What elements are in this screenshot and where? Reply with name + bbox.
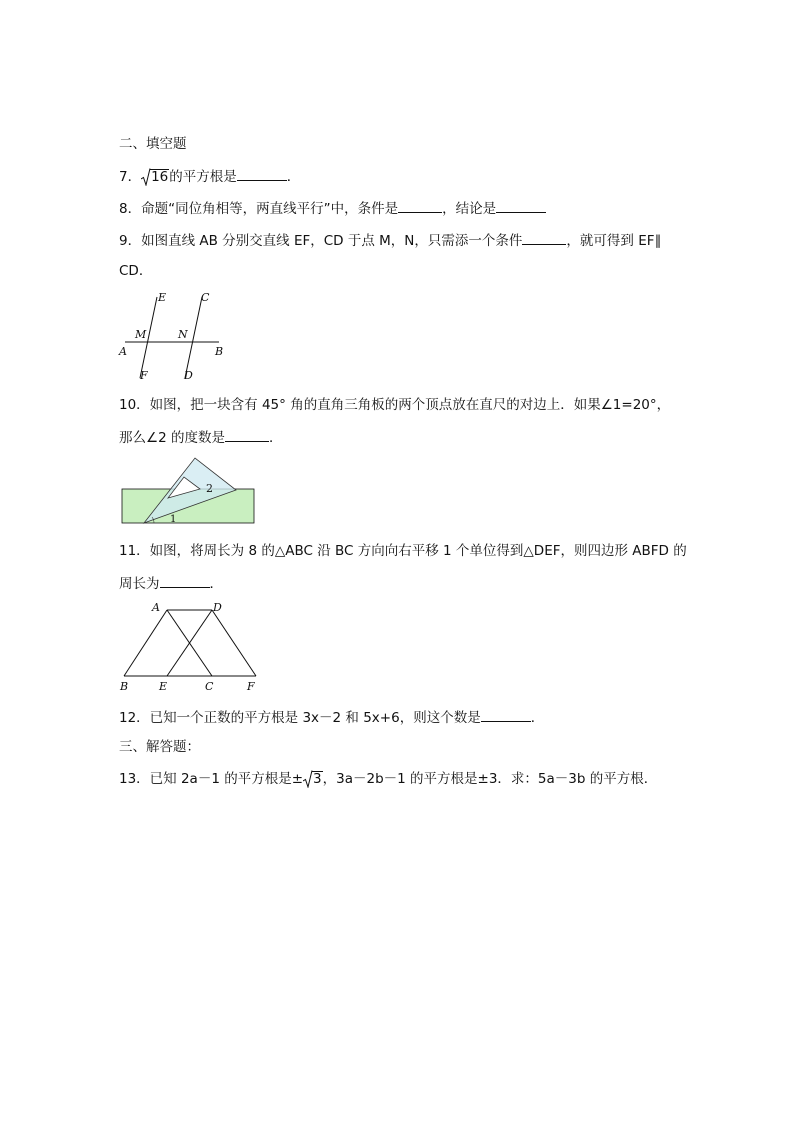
q13-pre: 13．已知 2a－1 的平方根是± xyxy=(119,771,304,787)
q13-radicand: 3 xyxy=(313,771,322,787)
label-e: E xyxy=(159,680,168,693)
label-d: D xyxy=(213,601,222,614)
angle-1-label: 1 xyxy=(170,514,177,525)
q7-end: ． xyxy=(286,169,301,185)
label-c: C xyxy=(201,291,210,304)
question-12 xyxy=(119,707,544,727)
q8-text2: ，结论是 xyxy=(442,201,497,217)
q7-text: 的平方根是 xyxy=(169,169,237,185)
question-11-line1: 11．如图，将周长为 8 的△ABC 沿 BC 方向向右平移 1 个单位得到△DEF，则四边形 ABFD 的 xyxy=(119,543,687,559)
q9-text: 9．如图直线 AB 分别交直线 EF，CD 于点 M，N，只需添一个条件 xyxy=(119,233,523,249)
q10-blank xyxy=(225,427,269,442)
section3-title: 三、解答题： xyxy=(119,739,200,755)
label-m: M xyxy=(135,328,147,341)
radical-sign-icon xyxy=(303,770,313,788)
q12-text: 12．已知一个正数的平方根是 3x－2 和 5x+6，则这个数是 xyxy=(119,710,481,726)
q11-text: 周长为 xyxy=(119,576,160,592)
question-10-line2 xyxy=(119,427,282,447)
label-a: A xyxy=(152,601,160,614)
sqrt-3 xyxy=(303,770,323,788)
q12-blank xyxy=(481,707,531,722)
q13-post: ，3a－2b－1 的平方根是±3．求：5a－3b 的平方根． xyxy=(322,771,658,787)
question-11-line2 xyxy=(119,573,223,593)
question-7 xyxy=(119,166,300,186)
angle-2-label: 2 xyxy=(206,482,213,495)
q11-end: ． xyxy=(209,576,223,592)
label-a: A xyxy=(119,345,127,358)
question-9-line2: CD． xyxy=(119,263,153,279)
q7-blank xyxy=(237,166,287,181)
q11-blank xyxy=(160,573,210,588)
q12-end: ． xyxy=(530,710,545,726)
question-9-line1 xyxy=(119,230,661,250)
radical-sign-icon xyxy=(141,168,151,186)
label-e: E xyxy=(158,291,167,304)
q10-text: 那么∠2 的度数是 xyxy=(119,430,225,446)
q7-number: 7． xyxy=(119,169,142,185)
question-8 xyxy=(119,198,546,218)
q7-radicand: 16 xyxy=(151,169,169,185)
q10-end: ． xyxy=(268,430,283,446)
q9-text-end: ，就可得到 EF∥ xyxy=(566,233,662,249)
q9-blank xyxy=(522,230,566,245)
q8-text1: 8．命题“同位角相等，两直线平行”中，条件是 xyxy=(119,201,399,217)
label-f: F xyxy=(247,680,255,693)
label-c: C xyxy=(205,680,214,693)
figure-11-translated-triangles xyxy=(115,598,265,696)
figure-9-parallel-lines xyxy=(115,290,225,382)
label-d: D xyxy=(184,369,193,382)
segment-ab xyxy=(124,610,167,676)
q8-blank-1 xyxy=(398,198,442,213)
question-13 xyxy=(119,770,657,788)
sqrt-16 xyxy=(141,168,169,186)
label-n: N xyxy=(178,328,188,341)
label-f: F xyxy=(140,369,148,382)
question-10-line1: 10．如图，把一块含有 45° 角的直角三角板的两个顶点放在直尺的对边上．如果∠1=20°， xyxy=(119,397,671,413)
figure-10-ruler-triangle xyxy=(118,455,260,527)
segment-df xyxy=(212,610,256,676)
label-b: B xyxy=(120,680,129,693)
label-b: B xyxy=(215,345,224,358)
q8-blank-2 xyxy=(496,198,546,213)
section2-title: 二、填空题 xyxy=(119,136,187,152)
